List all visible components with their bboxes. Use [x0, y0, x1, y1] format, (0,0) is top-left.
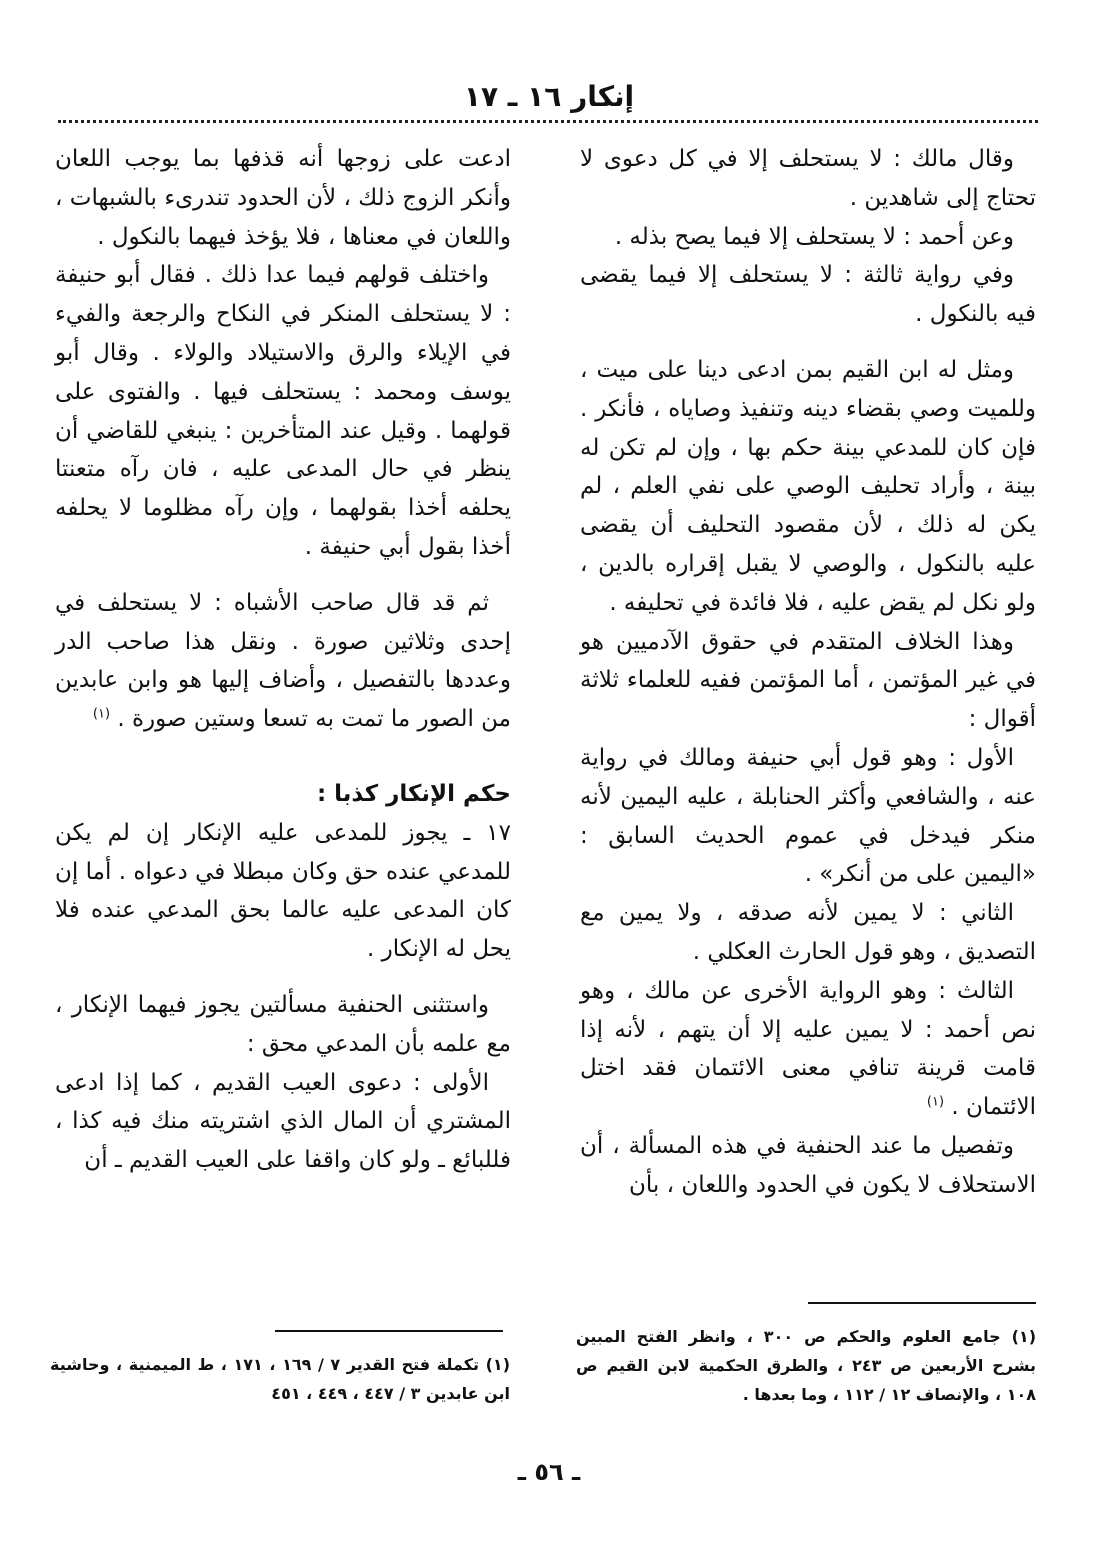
footnote-right: (١) جامع العلوم والحكم ص ٣٠٠ ، وانظر الفتح المبين بشرح الأربعين ص ٢٤٣ ، والطرق الحكمية لابن القيم ص ١٠٨ ، والإنصاف ١٢ / ١١٢ ، وما بعدها .: [576, 1327, 1036, 1404]
page-number: ـ ٥٦ ـ: [517, 1458, 581, 1486]
paragraph-text: ثم قد قال صاحب الأشباه : لا يستحلف في إحدى وثلاثين صورة . ونقل هذا صاحب الدر وعددها بالتفصيل ، وأضاف إليها هو وابن عابدين من الصور ما تمت به تسعا وستين صورة .: [55, 589, 511, 733]
footnote-marker: (١): [926, 1094, 945, 1110]
page-header: إنكار ١٦ ـ ١٧: [463, 80, 635, 113]
paragraph: [55, 584, 511, 739]
left-column: [55, 140, 511, 1180]
paragraph: وتفصيل ما عند الحنفية في هذه المسألة ، أن الاستحلاف لا يكون في الحدود واللعان ، بأن: [580, 1132, 1036, 1198]
paragraph: واختلف قولهم فيما عدا ذلك . فقال أبو حنيفة : لا يستحلف المنكر في النكاح والرجعة والفيء في الإيلاء والرق والاستيلاد والولاء . وقال أبو يوسف ومحمد : يستحلف فيها . والفتوى على قولهما . وقيل عند المتأخرين : ينبغي للقاضي أن ينظر في حال المدعى عليه ، فان رآه متعنتا يحلفه أخذا بقولهما ، وإن رآه مظلوما لا يحلفه أخذا بقول أبي حنيفة .: [55, 262, 511, 560]
paragraph: ومثل له ابن القيم بمن ادعى دينا على ميت ، وللميت وصي بقضاء دينه وتنفيذ وصاياه ، فأنكر . فإن كان للمدعي بينة حكم بها ، وإن لم تكن له بينة ، وأراد تحليف الوصي على نفي العلم ، لم يكن له ذلك ، لأن مقصود التحليف أن يقضى عليه بالنكول ، والوصي لا يقبل إقراره بالدين ، ولو نكل لم يقض عليه ، فلا فائدة في تحليفه .: [580, 356, 1036, 616]
paragraph: وعن أحمد : لا يستحلف إلا فيما يصح بذله .: [614, 223, 1014, 250]
paragraph: [580, 972, 1036, 1127]
paragraph: الأولى : دعوى العيب القديم ، كما إذا ادعى المشتري أن المال الذي اشتريته منك فيه كذا ، فللبائع ـ ولو كان واقفا على العيب القديم ـ أن: [55, 1069, 511, 1174]
paragraph: الثاني : لا يمين لأنه صدقه ، ولا يمين مع التصديق ، وهو قول الحارث العكلي .: [580, 900, 1036, 965]
section-heading: حكم الإنكار كذبا :: [316, 780, 511, 807]
footnote-left: (١) تكملة فتح القدير ٧ / ١٦٩ ، ١٧١ ، ط الميمنية ، وحاشية ابن عابدين ٣ / ٤٤٧ ، ٤٤٩ ، ٤٥١: [50, 1355, 510, 1403]
footnote-separator-right: [808, 1302, 1036, 1304]
paragraph: وقال مالك : لا يستحلف إلا في كل دعوى لا تحتاج إلى شاهدين .: [580, 146, 1036, 211]
paragraph: ١٧ ـ يجوز للمدعى عليه الإنكار إن لم يكن للمدعي عنده حق وكان مبطلا في دعواه . أما إن كان المدعى عليه عالما بحق المدعي عنده فلا يحل له الإنكار .: [55, 819, 511, 963]
paragraph: واستثنى الحنفية مسألتين يجوز فيهما الإنكار ، مع علمه بأن المدعي محق :: [55, 991, 511, 1057]
footnote-separator-left: [275, 1330, 503, 1332]
paragraph: وهذا الخلاف المتقدم في حقوق الآدميين هو في غير المؤتمن ، أما المؤتمن ففيه للعلماء ثلاثة أقوال :: [580, 628, 1036, 733]
header-dotted-rule: [58, 120, 1038, 123]
paragraph-text: الثالث : وهو الرواية الأخرى عن مالك ، وهو نص أحمد : لا يمين عليه إلا أن يتهم ، لأنه إذا قامت قرينة تنافي معنى الائتمان فقد اختل الائتمان .: [580, 977, 1036, 1121]
right-column: [580, 140, 1036, 1205]
paragraph: وفي رواية ثالثة : لا يستحلف إلا فيما يقضى فيه بالنكول .: [580, 262, 1036, 328]
paragraph: الأول : وهو قول أبي حنيفة ومالك في رواية عنه ، والشافعي وأكثر الحنابلة ، عليه اليمين لأنه منكر فيدخل في عموم الحديث السابق : «اليمين على من أنكر» .: [580, 744, 1036, 888]
footnote-marker: (١): [92, 706, 111, 722]
paragraph-continuation: ادعت على زوجها أنه قذفها بما يوجب اللعان وأنكر الزوج ذلك ، لأن الحدود تندرىء بالشبهات ، واللعان في معناها ، فلا يؤخذ فيهما بالنكول .: [55, 146, 511, 250]
